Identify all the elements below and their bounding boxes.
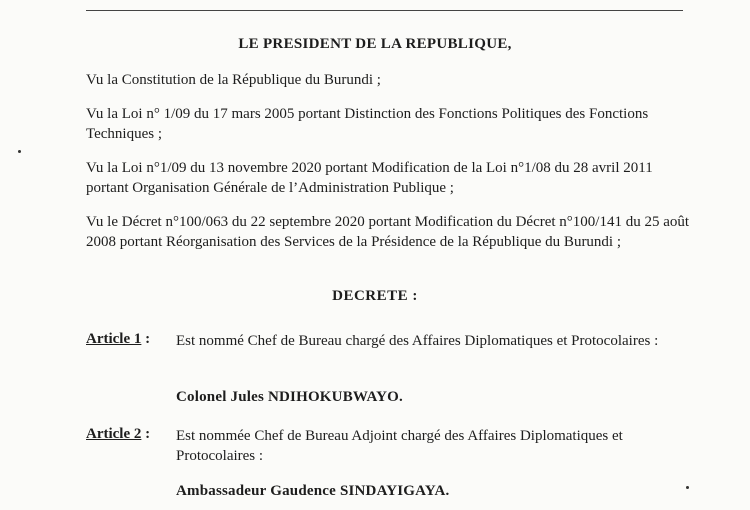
article-2-text: Est nommée Chef de Bureau Adjoint chargé des Affaires Diplomatiques et Protocolaires : [176, 428, 623, 464]
considerant-4: Vu le Décret n°100/063 du 22 septembre 2020 portant Modification du Décret n°100/141 du 25 août 2008 portant Réorganisation des Services de la Présidence de la République du Burundi ; [86, 214, 690, 250]
considerant-1: Vu la Constitution de la République du Burundi ; [86, 72, 381, 88]
article-1-separator: : [141, 331, 151, 347]
article-1-label [86, 331, 150, 348]
article-1-appointee: Colonel Jules NDIHOKUBWAYO. [176, 389, 403, 405]
article-1-number: Article 1 [86, 331, 142, 347]
scan-speck [686, 486, 689, 489]
header-rule [86, 10, 683, 11]
document-heading: LE PRESIDENT DE LA REPUBLIQUE, [238, 36, 512, 52]
article-2-separator: : [141, 426, 151, 442]
scan-speck [18, 150, 21, 153]
considerant-2: Vu la Loi n° 1/09 du 17 mars 2005 portant Distinction des Fonctions Politiques des Fonctions Techniques ; [86, 106, 649, 142]
article-2-number: Article 2 [86, 426, 142, 442]
article-2-label [86, 426, 150, 443]
considerant-3: Vu la Loi n°1/09 du 13 novembre 2020 portant Modification de la Loi n°1/08 du 28 avril 2011 portant Organisation Générale de l’Administration Publique ; [86, 160, 653, 196]
article-1-text: Est nommé Chef de Bureau chargé des Affaires Diplomatiques et Protocolaires : [176, 333, 659, 349]
decrete-heading: DECRETE : [332, 288, 418, 304]
article-2-appointee: Ambassadeur Gaudence SINDAYIGAYA. [176, 483, 450, 499]
